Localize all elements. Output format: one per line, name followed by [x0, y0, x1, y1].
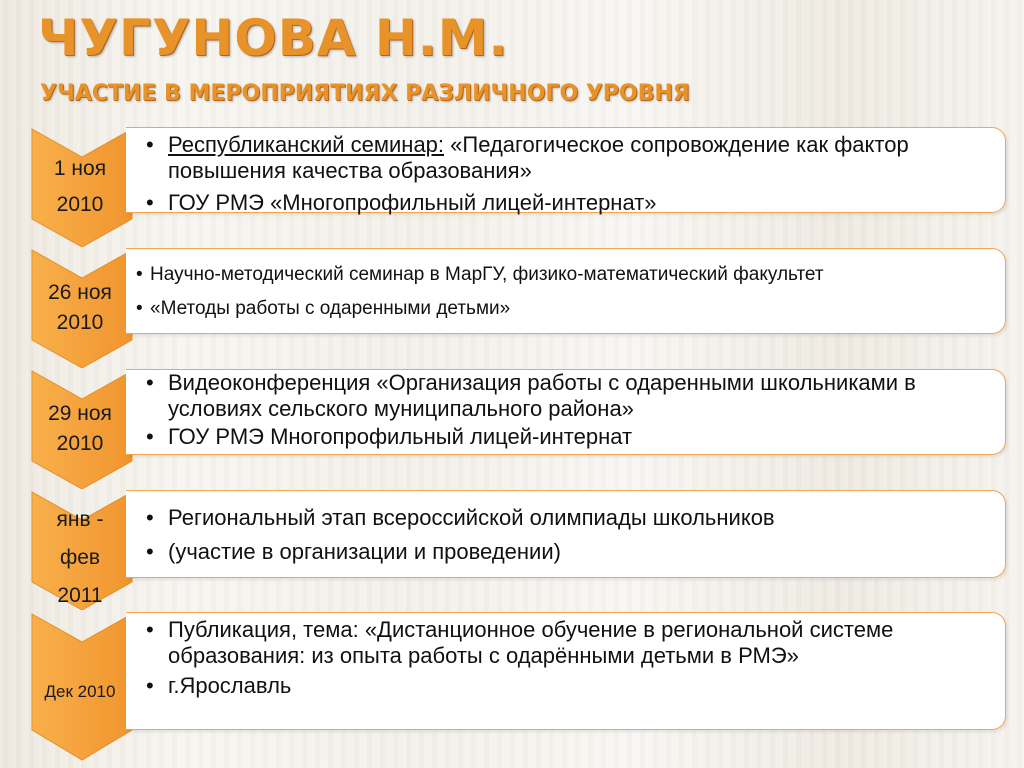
list-item: [168, 539, 993, 565]
date-line: 29 ноя: [48, 402, 112, 425]
event-text: «Методы работы с одаренными детьми»: [150, 298, 511, 319]
event-text: Видеоконференция «Организация работы с одаренными школьниками в условиях сельского муниципального района»: [168, 370, 916, 421]
page-title: ЧУГУНОВА Н.М.: [38, 9, 509, 67]
event-text: (участие в организации и проведении): [168, 539, 561, 564]
event-details: [126, 369, 1006, 455]
list-item: [168, 505, 993, 531]
event-date: [30, 379, 130, 479]
timeline-row: [0, 248, 1024, 368]
list-item: [168, 424, 993, 450]
timeline-row: [0, 490, 1024, 610]
event-details: [126, 248, 1006, 334]
date-line: 2010: [56, 193, 104, 216]
date-line: янв -: [56, 508, 104, 531]
list-item: [168, 132, 993, 184]
timeline-row: [0, 127, 1024, 247]
event-date: [30, 127, 130, 247]
event-date: [30, 496, 130, 620]
list-item: [168, 673, 993, 699]
list-item: [168, 190, 993, 216]
list-item: [150, 297, 993, 321]
date-line: фев: [59, 546, 101, 569]
date-line: 2010: [56, 311, 104, 334]
date-line: 26 ноя: [48, 281, 112, 304]
event-details: [126, 490, 1006, 578]
date-line: 2011: [57, 584, 103, 607]
event-text: Научно-методический семинар в МарГУ, физико-математический факультет: [150, 264, 824, 285]
event-text: ГОУ РМЭ «Многопрофильный лицей-интернат»: [168, 190, 657, 215]
list-item: [150, 263, 993, 287]
event-text: г.Ярославль: [168, 673, 292, 698]
timeline-row: [0, 612, 1024, 762]
event-text: Публикация, тема: «Дистанционное обучение в региональной системе образования: из опыта работы с одарёнными детьми в РМЭ»: [168, 617, 894, 668]
list-item: [168, 370, 993, 422]
event-text: «Педагогическое сопровождение как фактор повышения качества образования»: [168, 132, 909, 183]
date-line: Дек 2010: [44, 682, 116, 701]
event-details: [126, 127, 1006, 213]
timeline-row: [0, 369, 1024, 489]
event-text: ГОУ РМЭ Многопрофильный лицей-интернат: [168, 424, 633, 449]
event-type: Республиканский семинар:: [168, 132, 445, 157]
page-subtitle: УЧАСТИЕ В МЕРОПРИЯТИЯХ РАЗЛИЧНОГО УРОВНЯ: [40, 81, 690, 106]
event-text: Региональный этап всероссийской олимпиады школьников: [168, 505, 775, 530]
event-date: [30, 258, 130, 358]
date-line: 2010: [56, 432, 104, 455]
event-details: [126, 612, 1006, 730]
list-item: [168, 617, 993, 669]
date-line: 1 ноя: [53, 157, 107, 180]
event-date: [30, 642, 130, 742]
